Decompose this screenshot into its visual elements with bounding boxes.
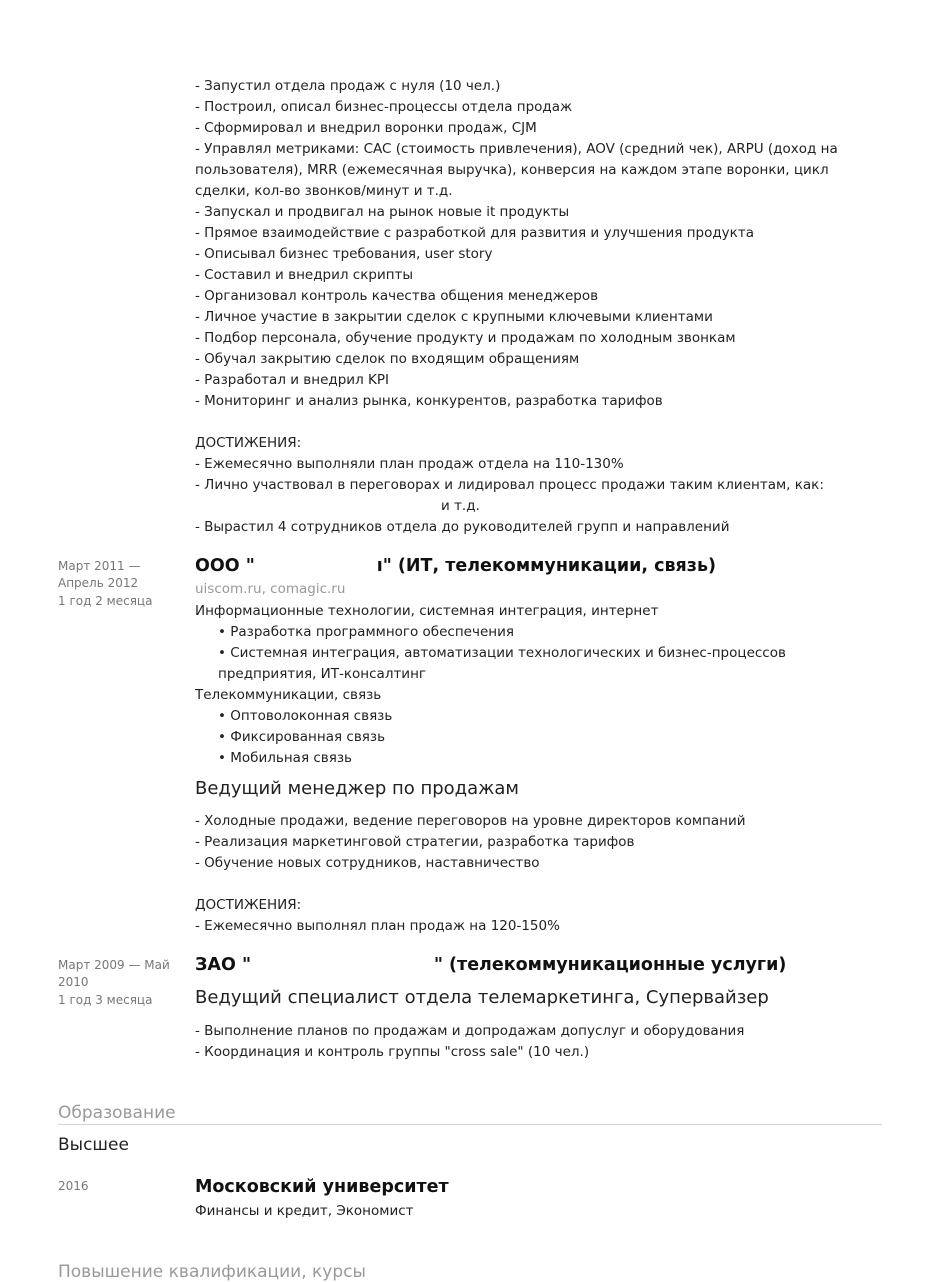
job2-industry: Телекоммуникации, связь <box>195 687 382 703</box>
job2-industry-item: • Оптоволоконная связь <box>218 708 393 724</box>
job1-duty: - Построил, описал бизнес-процессы отдела продаж <box>195 99 573 115</box>
job1-duty: - Организовал контроль качества общения менеджеров <box>195 288 599 304</box>
job1-duty: - Управлял метриками: CAC (стоимость привлечения), AOV (средний чек), ARPU (доход на пользователя), MRR (ежемесячная выручка), конверсия на каждом этапе воронки, цикл сделки, кол-во звонков/минут и т.д. <box>195 141 838 199</box>
job2-company: ООО " ı" (ИТ, телекоммуникации, связь) <box>195 556 717 576</box>
job1-achievement: - Лично участвовал в переговорах и лидировал процесс продажи таким клиентам, как: <box>195 477 824 493</box>
job2-duty: - Холодные продажи, ведение переговоров на уровне директоров компаний <box>195 813 746 829</box>
job2-industry: Информационные технологии, системная интеграция, интернет <box>195 603 659 619</box>
job1-duty: - Личное участие в закрытии сделок с крупными ключевыми клиентами <box>195 309 713 325</box>
job3-position: Ведущий специалист отдела телемаркетинга, Супервайзер <box>195 987 769 1008</box>
job1-duty: - Запустил отдела продаж с нуля (10 чел.) <box>195 78 501 94</box>
education-specialty: Финансы и кредит, Экономист <box>195 1203 414 1219</box>
job3-duty: - Координация и контроль группы "cross sale" (10 чел.) <box>195 1044 590 1060</box>
job2-duration: 1 год 2 месяца <box>58 594 153 608</box>
job1-duty: - Обучал закрытию сделок по входящим обращениям <box>195 351 580 367</box>
job1-achievement: - Ежемесячно выполняли план продаж отдела на 110-130% <box>195 456 624 472</box>
job2-industry-item: • Фиксированная связь <box>218 729 386 745</box>
job1-achievements-title: ДОСТИЖЕНИЯ: <box>195 435 302 451</box>
job3-date-range: Март 2009 — Май 2010 <box>58 958 170 989</box>
job1-duty: - Подбор персонала, обучение продукту и продажам по холодным звонкам <box>195 330 736 346</box>
job2-industry-item: предприятия, ИТ-консалтинг <box>218 666 427 682</box>
job1-achievement: и т.д. <box>441 498 480 514</box>
job1-duty: - Описывал бизнес требования, user story <box>195 246 493 262</box>
job2-duty: - Реализация маркетинговой стратегии, разработка тарифов <box>195 834 635 850</box>
job1-duty: - Запускал и продвигал на рынок новые it продукты <box>195 204 570 220</box>
job2-position: Ведущий менеджер по продажам <box>195 778 519 799</box>
job2-industry-item: • Системная интеграция, автоматизации технологических и бизнес-процессов <box>218 645 786 661</box>
courses-section-title: Повышение квалификации, курсы <box>58 1262 366 1282</box>
job2-achievement: - Ежемесячно выполнял план продаж на 120-150% <box>195 918 560 934</box>
job2-industry-item: • Разработка программного обеспечения <box>218 624 514 640</box>
job1-duty: - Сформировал и внедрил воронки продаж, CJM <box>195 120 537 136</box>
job1-duty: - Мониторинг и анализ рынка, конкурентов, разработка тарифов <box>195 393 663 409</box>
job1-duty: - Прямое взаимодействие с разработкой для развития и улучшения продукта <box>195 225 754 241</box>
job2-industry-item: • Мобильная связь <box>218 750 352 766</box>
job3-duration: 1 год 3 месяца <box>58 993 153 1007</box>
job2-achievements-title: ДОСТИЖЕНИЯ: <box>195 897 302 913</box>
job1-duty: - Разработал и внедрил KPI <box>195 372 389 388</box>
education-institution: Московский университет <box>195 1177 449 1197</box>
section-divider <box>58 1124 882 1125</box>
job2-date-range: Март 2011 — Апрель 2012 <box>58 559 141 590</box>
education-section-title: Образование <box>58 1103 176 1123</box>
job1-duty: - Составил и внедрил скрипты <box>195 267 414 283</box>
job2-links[interactable]: uiscom.ru, comagic.ru <box>195 581 346 597</box>
education-level: Высшее <box>58 1135 129 1155</box>
job2-duty: - Обучение новых сотрудников, наставничество <box>195 855 540 871</box>
job3-company: ЗАО " " (телекоммуникационные услуги) <box>195 955 787 975</box>
job3-duty: - Выполнение планов по продажам и допродажам допуслуг и оборудования <box>195 1023 745 1039</box>
job1-achievement: - Вырастил 4 сотрудников отдела до руководителей групп и направлений <box>195 519 730 535</box>
education-year: 2016 <box>58 1179 89 1193</box>
